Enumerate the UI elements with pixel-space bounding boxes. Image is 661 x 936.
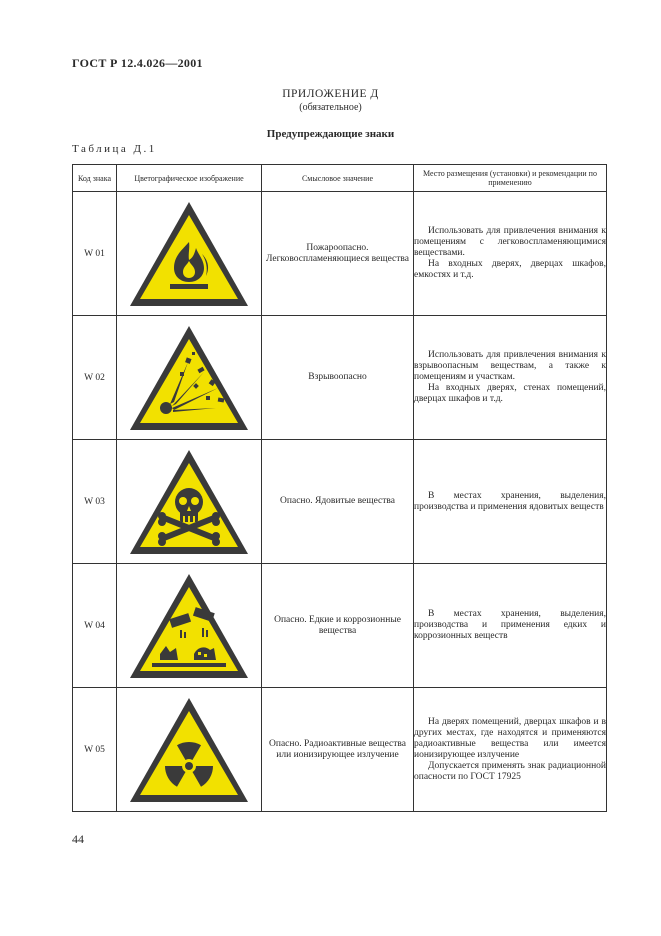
table-row [73,564,607,688]
toxic-skull-icon [126,446,252,558]
table-row [73,440,607,564]
sign-meaning: Опасно. Едкие и коррозионные вещества [262,564,414,688]
sign-meaning: Взрывоопасно [262,316,414,440]
placement-text: На дверях помещений, дверцах шкафов и в других местах, где находятся и применяются радиоактивные вещества или имеется ионизирующее излучение [414,716,606,760]
column-header-code: Код знака [73,165,117,192]
column-header-meaning: Смысловое значение [262,165,414,192]
sign-meaning: Опасно. Ядовитые вещества [262,440,414,564]
sign-code: W 01 [73,192,117,316]
radiation-icon [126,694,252,806]
table-row [73,316,607,440]
column-header-placement: Место размещения (установки) и рекомендации по применению [414,165,607,192]
explosive-icon [126,322,252,434]
table-row [73,192,607,316]
section-title: Предупреждающие знаки [266,128,395,140]
sign-code: W 02 [73,316,117,440]
placement-text: В местах хранения, выделения, производства и применения едких и коррозионных веществ [414,609,606,641]
sign-code: W 03 [73,440,117,564]
placement-text: На входных дверях, стенах помещений, дверцах шкафов и т.д. [414,383,606,404]
sign-meaning: Пожароопасно. Легковоспламеняющиеся вещества [262,192,414,316]
table-header-row [73,165,607,192]
table-row [73,688,607,812]
sign-meaning: Опасно. Радиоактивные вещества или ионизирующее излучение [262,688,414,812]
appendix-subtitle: (обязательное) [299,102,362,113]
placement-text: В местах хранения, выделения, производства и применения ядовитых веществ [414,490,606,512]
corrosive-icon [126,570,252,682]
warning-signs-table [72,164,607,812]
page-number: 44 [72,832,84,846]
sign-code: W 04 [73,564,117,688]
flammable-icon [126,198,252,310]
column-header-pictogram: Цветографическое изображение [117,165,262,192]
placement-text: На входных дверях, дверцах шкафов, емкостях и т.д. [414,259,606,280]
placement-text: Использовать для привлечения внимания к взрывоопасным веществам, а также к помещениям и участкам. [414,350,606,382]
placement-text: Использовать для привлечения внимания к помещениям с легковоспламеняющимися веществами. [414,226,606,258]
appendix-title: ПРИЛОЖЕНИЕ Д [282,88,379,100]
sign-code: W 05 [73,688,117,812]
placement-text: Допускается применять знак радиационной опасности по ГОСТ 17925 [414,760,606,782]
document-header: ГОСТ Р 12.4.026—2001 [72,56,203,70]
table-label: Таблица Д.1 [72,143,157,155]
